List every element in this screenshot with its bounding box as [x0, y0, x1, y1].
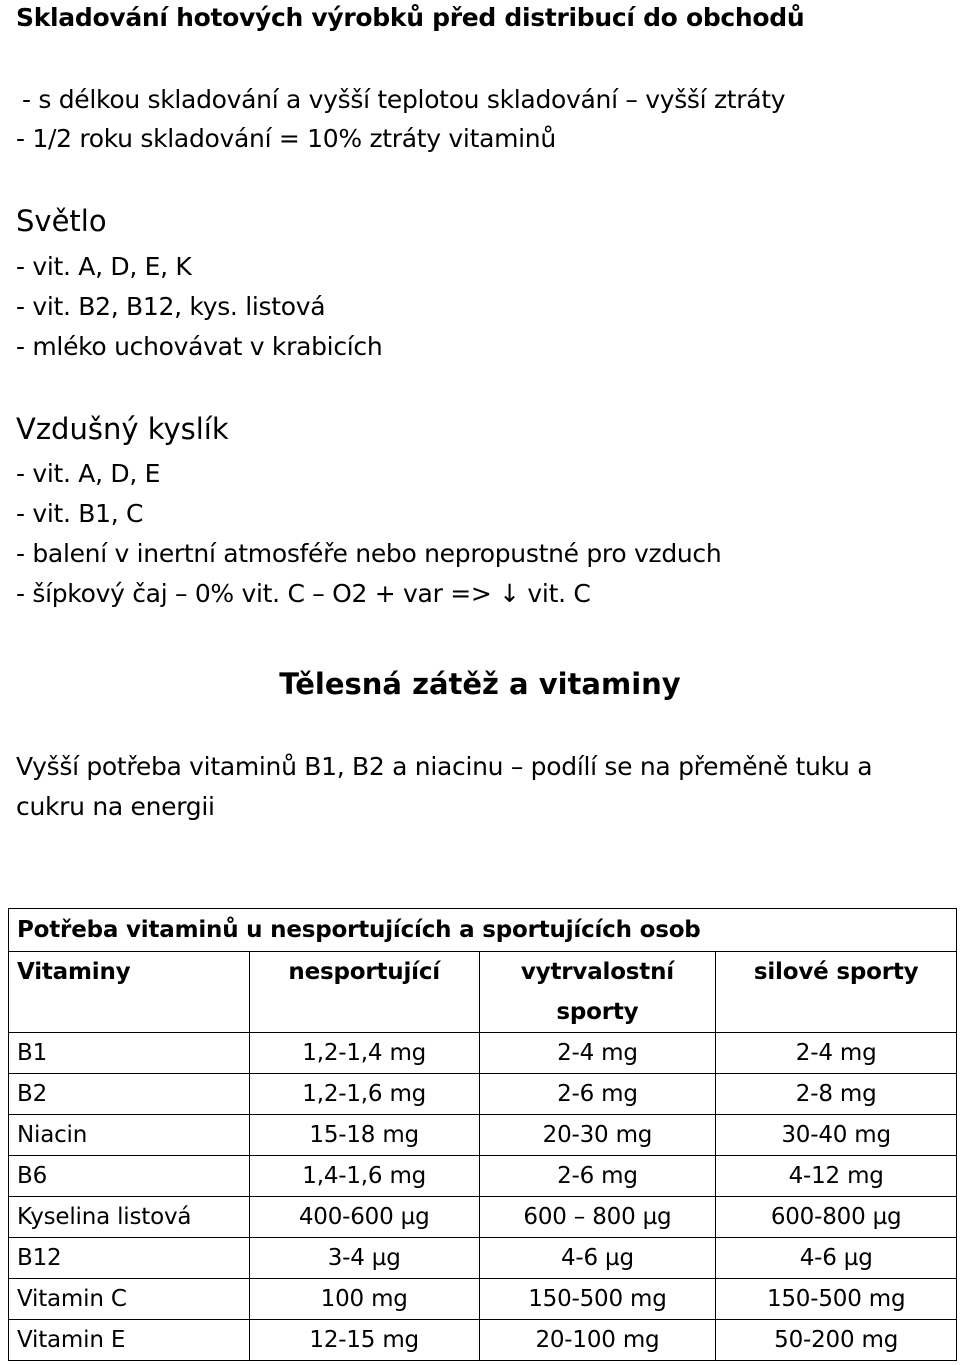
row-vitamin-name: B2	[9, 1074, 250, 1115]
row-value-silove: 150-500 mg	[716, 1279, 957, 1320]
row-vitamin-name: Niacin	[9, 1115, 250, 1156]
row-value-nesportujici: 1,4-1,6 mg	[249, 1156, 479, 1197]
light-line-3: - mléko uchovávat v krabicích	[16, 332, 383, 361]
storage-line-1: - s délkou skladování a vyšší teplotou skladování – vyšší ztráty	[22, 85, 786, 114]
table-row	[9, 1033, 957, 1074]
row-value-nesportujici: 12-15 mg	[249, 1320, 479, 1361]
light-line-1: - vit. A, D, E, K	[16, 252, 192, 281]
oxygen-heading: Vzdušný kyslík	[16, 412, 229, 446]
row-value-vytrvalostni: 20-30 mg	[479, 1115, 716, 1156]
oxygen-line-3: - balení v inertní atmosféře nebo nepropustné pro vzduch	[16, 539, 722, 568]
row-vitamin-name: Vitamin E	[9, 1320, 250, 1361]
row-value-vytrvalostni: 2-6 mg	[479, 1156, 716, 1197]
row-value-vytrvalostni: 4-6 µg	[479, 1238, 716, 1279]
row-value-vytrvalostni: 2-6 mg	[479, 1074, 716, 1115]
light-heading: Světlo	[16, 204, 107, 238]
row-value-nesportujici: 400-600 µg	[249, 1197, 479, 1238]
row-value-vytrvalostni: 2-4 mg	[479, 1033, 716, 1074]
row-vitamin-name: B1	[9, 1033, 250, 1074]
oxygen-line-1: - vit. A, D, E	[16, 459, 161, 488]
table-row	[9, 1156, 957, 1197]
header-nesportujici: nesportující	[249, 952, 479, 1033]
table-row	[9, 1115, 957, 1156]
table-caption-row	[9, 909, 957, 952]
row-value-nesportujici: 100 mg	[249, 1279, 479, 1320]
table-row	[9, 1197, 957, 1238]
header-vytrvalostni: vytrvalostní sporty	[479, 952, 716, 1033]
table-header-row	[9, 952, 957, 1033]
row-vitamin-name: B12	[9, 1238, 250, 1279]
row-value-silove: 30-40 mg	[716, 1115, 957, 1156]
vitamin-needs-table	[8, 908, 957, 1361]
row-value-vytrvalostni: 150-500 mg	[479, 1279, 716, 1320]
row-vitamin-name: B6	[9, 1156, 250, 1197]
table-row	[9, 1238, 957, 1279]
table-row	[9, 1074, 957, 1115]
row-value-vytrvalostni: 600 – 800 µg	[479, 1197, 716, 1238]
row-vitamin-name: Kyselina listová	[9, 1197, 250, 1238]
oxygen-line-2: - vit. B1, C	[16, 499, 144, 528]
header-silove: silové sporty	[716, 952, 957, 1033]
row-value-silove: 50-200 mg	[716, 1320, 957, 1361]
row-value-nesportujici: 3-4 µg	[249, 1238, 479, 1279]
table-caption: Potřeba vitaminů u nesportujících a sportujících osob	[9, 909, 957, 952]
table-row	[9, 1320, 957, 1361]
row-value-silove: 4-6 µg	[716, 1238, 957, 1279]
row-value-nesportujici: 1,2-1,4 mg	[249, 1033, 479, 1074]
section-title: Tělesná zátěž a vitaminy	[279, 667, 681, 701]
oxygen-line-4: - šípkový čaj – 0% vit. C – O2 + var => ↓ vit. C	[16, 579, 591, 608]
row-value-silove: 600-800 µg	[716, 1197, 957, 1238]
paragraph-line-2: cukru na energii	[16, 792, 215, 821]
row-value-silove: 2-4 mg	[716, 1033, 957, 1074]
row-vitamin-name: Vitamin C	[9, 1279, 250, 1320]
row-value-nesportujici: 1,2-1,6 mg	[249, 1074, 479, 1115]
row-value-nesportujici: 15-18 mg	[249, 1115, 479, 1156]
table-row	[9, 1279, 957, 1320]
storage-line-2: - 1/2 roku skladování = 10% ztráty vitaminů	[16, 124, 556, 153]
row-value-silove: 2-8 mg	[716, 1074, 957, 1115]
paragraph-line-1: Vyšší potřeba vitaminů B1, B2 a niacinu – podílí se na přeměně tuku a	[16, 752, 873, 781]
row-value-silove: 4-12 mg	[716, 1156, 957, 1197]
document-title: Skladování hotových výrobků před distribucí do obchodů	[16, 3, 805, 32]
row-value-vytrvalostni: 20-100 mg	[479, 1320, 716, 1361]
light-line-2: - vit. B2, B12, kys. listová	[16, 292, 326, 321]
header-vitaminy: Vitaminy	[9, 952, 250, 1033]
